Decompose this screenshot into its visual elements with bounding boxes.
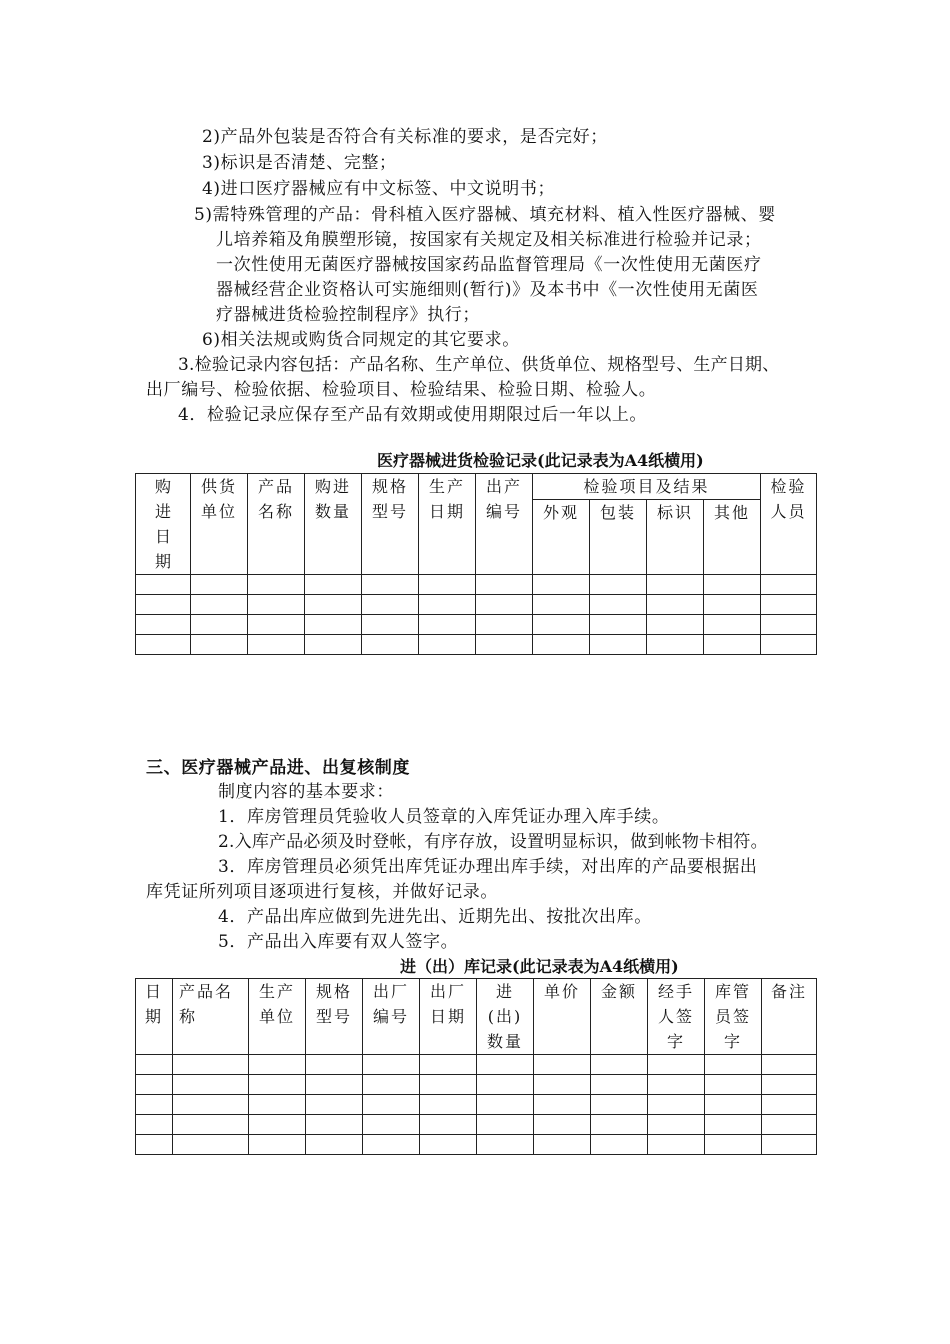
header-quantity: 进(出)数量 [477, 979, 534, 1055]
header-spec: 规格型号 [362, 474, 419, 575]
header-inspection-group: 检验项目及结果 [533, 474, 761, 500]
section-heading: 三、医疗器械产品进、出复核制度 [146, 758, 410, 778]
table-row [136, 575, 817, 595]
list-item: 4)进口医疗器械应有中文标签、中文说明书； [202, 179, 556, 199]
table-row [136, 1135, 817, 1155]
stock-in-out-table [135, 978, 817, 1155]
table-row [136, 615, 817, 635]
header-product-name: 产品名称 [248, 474, 305, 575]
header-supplier: 供货单位 [191, 474, 248, 575]
section-lead: 制度内容的基本要求： [218, 782, 394, 802]
list-item: 6)相关法规或购货合同规定的其它要求。 [202, 330, 520, 350]
header-amount: 金额 [591, 979, 648, 1055]
table-row [136, 1055, 817, 1075]
list-item-continuation: 疗器械进货检验控制程序》执行； [216, 305, 480, 325]
header-other: 其他 [704, 500, 761, 575]
header-manufacturer: 生产单位 [249, 979, 306, 1055]
header-appearance: 外观 [533, 500, 590, 575]
header-keeper-sign: 库管员签字 [705, 979, 762, 1055]
list-item: 2.入库产品必须及时登帐，有序存放，设置明显标识，做到帐物卡相符。 [218, 832, 768, 852]
header-package: 包装 [590, 500, 647, 575]
header-factory-no: 出产编号 [476, 474, 533, 575]
paragraph: 出厂编号、检验依据、检验项目、检验结果、检验日期、检验人。 [146, 380, 657, 400]
table-caption: 进（出）库记录(此记录表为A4纸横用) [400, 957, 679, 976]
header-date: 日期 [136, 979, 173, 1055]
paragraph: 3.检验记录内容包括：产品名称、生产单位、供货单位、规格型号、生产日期、 [178, 355, 780, 375]
list-item: 2)产品外包装是否符合有关标准的要求，是否完好； [202, 127, 608, 147]
list-item: 5．产品出入库要有双人签字。 [218, 932, 459, 952]
inspection-record-table [135, 473, 817, 655]
list-item-continuation: 儿培养箱及角膜塑形镜，按国家有关规定及相关标准进行检验并记录； [216, 230, 762, 250]
list-item: 3．库房管理员必须凭出库凭证办理出库手续，对出库的产品要根据出 [218, 857, 758, 877]
header-factory-no: 出厂编号 [363, 979, 420, 1055]
paragraph: 4．检验记录应保存至产品有效期或使用期限过后一年以上。 [178, 405, 648, 425]
table-row [136, 1075, 817, 1095]
list-item-continuation: 器械经营企业资格认可实施细则(暂行)》及本书中《一次性使用无菌医 [216, 280, 759, 300]
table-row [136, 635, 817, 655]
header-quantity: 购进数量 [305, 474, 362, 575]
header-product-name: 产品名称 [173, 979, 249, 1055]
header-unit-price: 单价 [534, 979, 591, 1055]
list-item: 1．库房管理员凭验收人员签章的入库凭证办理入库手续。 [218, 807, 670, 827]
header-production-date: 生产日期 [419, 474, 476, 575]
list-item: 5)需特殊管理的产品：骨科植入医疗器械、填充材料、植入性医疗器械、婴 [194, 205, 776, 225]
table-row [136, 1115, 817, 1135]
header-inspector: 检验人员 [761, 474, 817, 575]
table-caption: 医疗器械进货检验记录(此记录表为A4纸横用) [377, 451, 704, 470]
list-item: 3)标识是否清楚、完整； [202, 153, 397, 173]
list-item-continuation: 一次性使用无菌医疗器械按国家药品监督管理局《一次性使用无菌医疗 [216, 255, 762, 275]
header-spec: 规格型号 [306, 979, 363, 1055]
header-remark: 备注 [762, 979, 817, 1055]
table-row [136, 1095, 817, 1115]
table-row [136, 595, 817, 615]
header-handler-sign: 经手人签字 [648, 979, 705, 1055]
header-factory-date: 出厂日期 [420, 979, 477, 1055]
list-item: 4．产品出库应做到先进先出、近期先出、按批次出库。 [218, 907, 652, 927]
list-item-continuation: 库凭证所列项目逐项进行复核，并做好记录。 [146, 882, 498, 902]
header-purchase-date: 购进日期 [136, 474, 191, 575]
header-label: 标识 [647, 500, 704, 575]
